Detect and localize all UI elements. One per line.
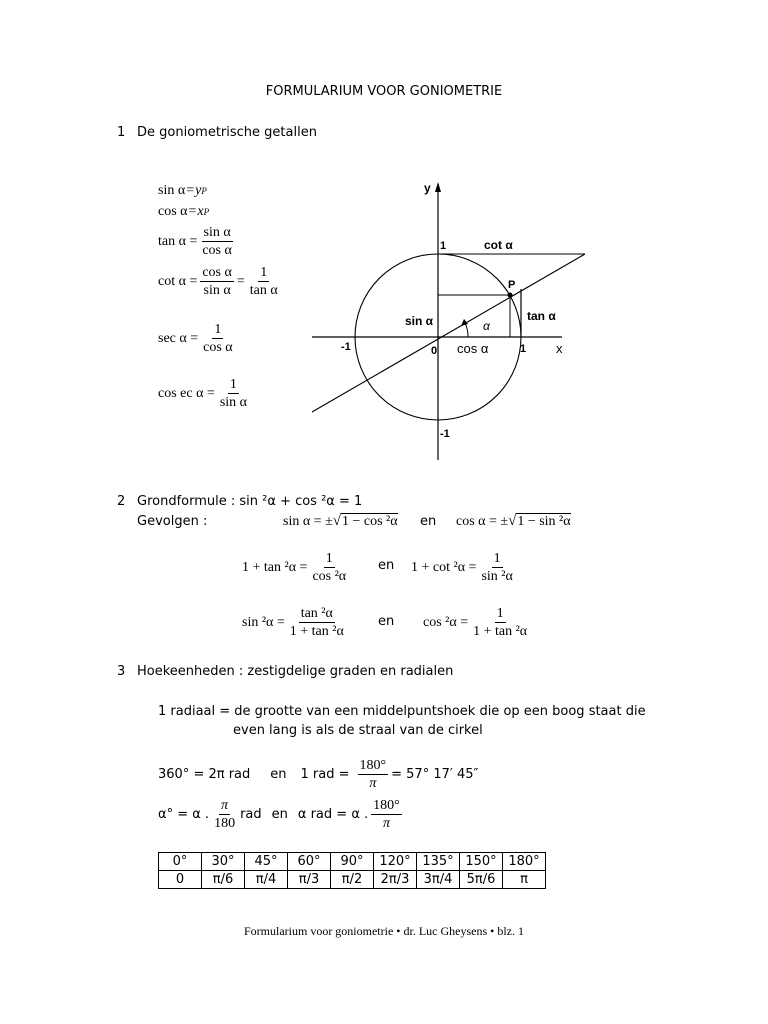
cot-label: cot α <box>484 238 513 252</box>
formula-cot-num1: cos α <box>202 265 232 280</box>
formula-cosec-lhs: cos ec α = <box>158 385 215 401</box>
formula-cot-den2: tan α <box>249 283 278 298</box>
formula-sin-squared-lhs: sin ²α = <box>242 614 285 630</box>
table-cell: π <box>503 871 546 889</box>
y-axis-label: y <box>424 181 431 195</box>
formula-cos <box>158 204 209 220</box>
formula-sec-num: 1 <box>214 322 222 337</box>
conv2-a: α° = α . <box>158 807 210 822</box>
formula-sin-root <box>283 513 398 530</box>
formula-cos-root-lhs: cos α = ± <box>456 513 509 529</box>
conv1-d: = 57° 17′ 45″ <box>391 767 479 782</box>
table-cell: 180° <box>503 853 546 871</box>
formula-sin-squared-num: tan ²α <box>300 606 333 621</box>
cos-label: cos α <box>457 341 489 356</box>
table-cell: π/2 <box>331 871 374 889</box>
formula-sin-sub: P <box>201 186 207 196</box>
formula-cot-identity-num: 1 <box>493 551 501 566</box>
formula-sin-root-radicand: 1 − cos ²α <box>342 514 398 529</box>
unit-circle-diagram <box>300 175 590 465</box>
en-label-1: en <box>420 514 437 529</box>
formula-sec <box>158 322 238 355</box>
table-cell: 120° <box>374 853 417 871</box>
conv1-num: 180° <box>359 758 387 773</box>
formula-sin-lhs: sin α <box>158 183 186 198</box>
formula-sin-eq: = <box>186 183 195 198</box>
table-cell: 0 <box>159 871 202 889</box>
conv2-rad: rad <box>240 807 262 822</box>
formula-tan <box>158 225 237 258</box>
formula-sin-squared-den: 1 + tan ²α <box>289 624 344 639</box>
formula-cot-identity-lhs: 1 + cot ²α = <box>411 559 477 575</box>
conv1-den: π <box>369 776 377 791</box>
conv2-num1: π <box>221 798 229 813</box>
formula-cos-squared-den: 1 + tan ²α <box>473 624 528 639</box>
terminal-line <box>312 254 585 412</box>
formula-sec-lhs: sec α = <box>158 330 199 346</box>
angle-conversion-table <box>158 852 546 889</box>
table-cell: 135° <box>417 853 460 871</box>
formula-tan-lhs: tan α = <box>158 233 198 249</box>
formula-sin <box>158 183 207 199</box>
formula-cos-squared <box>423 606 532 639</box>
table-cell: 5π/6 <box>460 871 503 889</box>
table-cell: 60° <box>288 853 331 871</box>
section-2-heading: Grondformule : sin ²α + cos ²α = 1 <box>137 494 363 509</box>
table-row-degrees <box>159 853 546 871</box>
conversion-equation-1 <box>158 758 478 791</box>
formula-cot-identity-den: sin ²α <box>481 569 513 584</box>
point-p-label: P <box>508 279 516 291</box>
formula-cos-root-radicand: 1 − sin ²α <box>517 514 571 529</box>
page-title: FORMULARIUM VOOR GONIOMETRIE <box>265 84 503 99</box>
formula-tan-identity-lhs: 1 + tan ²α = <box>242 559 308 575</box>
conv1-c: 1 rad = <box>300 767 350 782</box>
table-cell: 90° <box>331 853 374 871</box>
formula-cosec-den: sin α <box>219 395 248 410</box>
formula-cot <box>158 265 283 298</box>
conv1-en: en <box>270 767 287 782</box>
sin-label: sin α <box>405 314 434 328</box>
formula-cot-lhs: cot α = <box>158 273 198 289</box>
page-footer: Formularium voor goniometrie • dr. Luc Gheysens • blz. 1 <box>243 924 525 938</box>
origin-label: 0 <box>431 345 438 357</box>
conv2-den2: π <box>382 816 390 831</box>
table-cell: 30° <box>202 853 245 871</box>
conv2-en: en <box>271 807 288 822</box>
tick-minus-1-left: -1 <box>341 341 351 353</box>
conversion-equation-2 <box>158 798 405 831</box>
section-2-number: 2 <box>117 494 126 509</box>
formula-sin-rhs: y <box>195 183 202 198</box>
formula-sec-den: cos α <box>203 340 233 355</box>
section-1-heading: De goniometrische getallen <box>137 125 317 140</box>
conv2-den1: 180 <box>214 816 236 831</box>
conv2-num2: 180° <box>373 798 400 813</box>
formula-cos-squared-num: 1 <box>496 606 504 621</box>
x-axis-label: x <box>556 341 563 356</box>
formula-cot-eq: = <box>236 273 245 289</box>
table-cell: 3π/4 <box>417 871 460 889</box>
formula-cos-eq: = <box>188 204 197 219</box>
formula-tan-num: sin α <box>203 225 231 240</box>
radical-sign-icon: √ <box>332 513 341 529</box>
tick-1-right: 1 <box>520 343 527 355</box>
formula-cot-den1: sin α <box>203 283 231 298</box>
conv1-a: 360° = 2π rad <box>158 767 251 782</box>
formula-cosec-num: 1 <box>229 377 237 392</box>
table-cell: 0° <box>159 853 202 871</box>
y-axis-arrow <box>435 182 441 192</box>
radian-definition-line2: even lang is als de straal van de cirkel <box>233 723 483 738</box>
tick-minus-1-bottom: -1 <box>440 428 450 440</box>
angle-arc <box>465 323 468 337</box>
section-3-heading: Hoekeenheden : zestigdelige graden en radialen <box>137 664 454 679</box>
table-cell: π/3 <box>288 871 331 889</box>
table-cell: π/6 <box>202 871 245 889</box>
formula-cos-root <box>456 513 571 530</box>
table-cell: π/4 <box>245 871 288 889</box>
formula-cos-rhs: x <box>197 204 204 219</box>
formula-sin-squared <box>242 606 349 639</box>
table-cell: 150° <box>460 853 503 871</box>
radical-sign-icon: √ <box>508 513 517 529</box>
en-label-2: en <box>378 558 395 573</box>
section-1-number: 1 <box>117 125 126 140</box>
section-3-number: 3 <box>117 664 126 679</box>
formula-sin-root-lhs: sin α = ± <box>283 513 333 529</box>
en-label-3: en <box>378 614 395 629</box>
point-p-dot <box>508 293 513 298</box>
formula-tan-den: cos α <box>202 243 232 258</box>
formula-cot-identity <box>411 551 518 584</box>
tick-1-top: 1 <box>440 240 447 252</box>
radian-definition-line1: 1 radiaal = de grootte van een middelpuntshoek die op een boog staat die <box>158 704 646 719</box>
formula-tan-identity-den: cos ²α <box>312 569 347 584</box>
formula-cos-lhs: cos α <box>158 204 188 219</box>
formula-cos-squared-lhs: cos ²α = <box>423 614 469 630</box>
alpha-label: α <box>483 319 490 333</box>
formula-tan-identity <box>242 551 351 584</box>
table-cell: 45° <box>245 853 288 871</box>
formula-cot-num2: 1 <box>260 265 268 280</box>
formula-tan-identity-num: 1 <box>325 551 333 566</box>
tan-label: tan α <box>527 309 556 323</box>
table-row-radians <box>159 871 546 889</box>
conv2-d: α rad = α . <box>297 807 369 822</box>
formula-cos-sub: P <box>203 207 210 217</box>
formula-cosec <box>158 377 252 410</box>
table-cell: 2π/3 <box>374 871 417 889</box>
consequences-label: Gevolgen : <box>137 514 208 529</box>
